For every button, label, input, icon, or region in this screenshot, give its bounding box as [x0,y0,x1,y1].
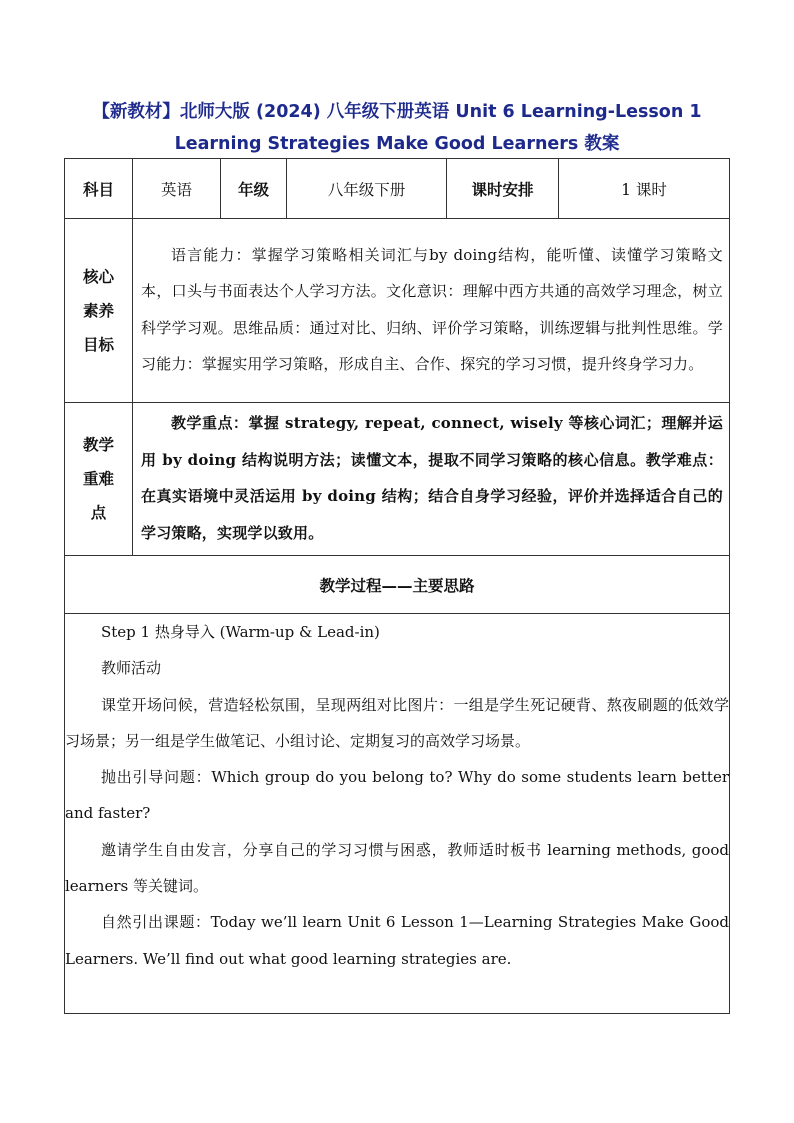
hours-label: 课时安排 [447,159,559,219]
key-difficult-row [65,403,730,556]
process-title-row [65,556,730,614]
process-content [65,614,730,1014]
key-difficult-text: 教学重点：掌握 strategy, repeat, connect, wisely 等核心词汇；理解并运用 by doing 结构说明方法；读懂文本，提取不同学习策略的核心信息。教学难点：在真实语境中灵活运用 by doing 结构；结合自身学习经验，评价并选择适合自己的学习策略，实现学以致用。 [133,403,730,556]
hours-value: 1 课时 [559,159,730,219]
lesson-plan-table [64,158,730,1014]
process-row [65,614,730,1014]
process-paragraph-1: 课堂开场问候，营造轻松氛围，呈现两组对比图片：一组是学生死记硬背、熬夜刷题的低效学习场景；另一组是学生做笔记、小组讨论、定期复习的高效学习场景。 [65,695,729,750]
header-row [65,159,730,219]
subject-value: 英语 [133,159,221,219]
process-title: 教学过程——主要思路 [65,556,730,614]
process-teacher-activity: 教师活动 [101,659,162,678]
grade-value: 八年级下册 [287,159,447,219]
title-line-1: 【新教材】北师大版 (2024) 八年级下册英语 Unit 6 Learning-Lesson 1 [92,102,702,122]
title-line-2: Learning Strategies Make Good Learners 教案 [174,134,620,154]
process-step-heading: Step 1 热身导入 (Warm-up & Lead-in) [101,623,380,641]
core-literacy-row [65,219,730,403]
key-difficult-label: 教学 重难 点 [65,403,133,556]
subject-label: 科目 [65,159,133,219]
grade-label: 年级 [221,159,287,219]
core-literacy-text: 语言能力：掌握学习策略相关词汇与by doing结构，能听懂、读懂学习策略文本，口头与书面表达个人学习方法。文化意识：理解中西方共通的高效学习理念，树立科学学习观。思维品质：通过对比、归纳、评价学习策略，训练逻辑与批判性思维。学习能力：掌握实用学习策略，形成自主、合作、探究的学习习惯，提升终身学习力。 [133,219,730,403]
process-paragraph-2: 抛出引导问题：Which group do you belong to? Why do some students learn better and faster? [65,768,729,823]
process-paragraph-4: 自然引出课题：Today we’ll learn Unit 6 Lesson 1—Learning Strategies Make Good Learners. We’ll find out what good learning strategies are. [65,913,729,968]
process-paragraph-3: 邀请学生自由发言，分享自己的学习习惯与困惑，教师适时板书 learning methods, good learners 等关键词。 [65,840,729,896]
core-literacy-label: 核心 素养 目标 [65,219,133,403]
document-title [40,96,754,160]
